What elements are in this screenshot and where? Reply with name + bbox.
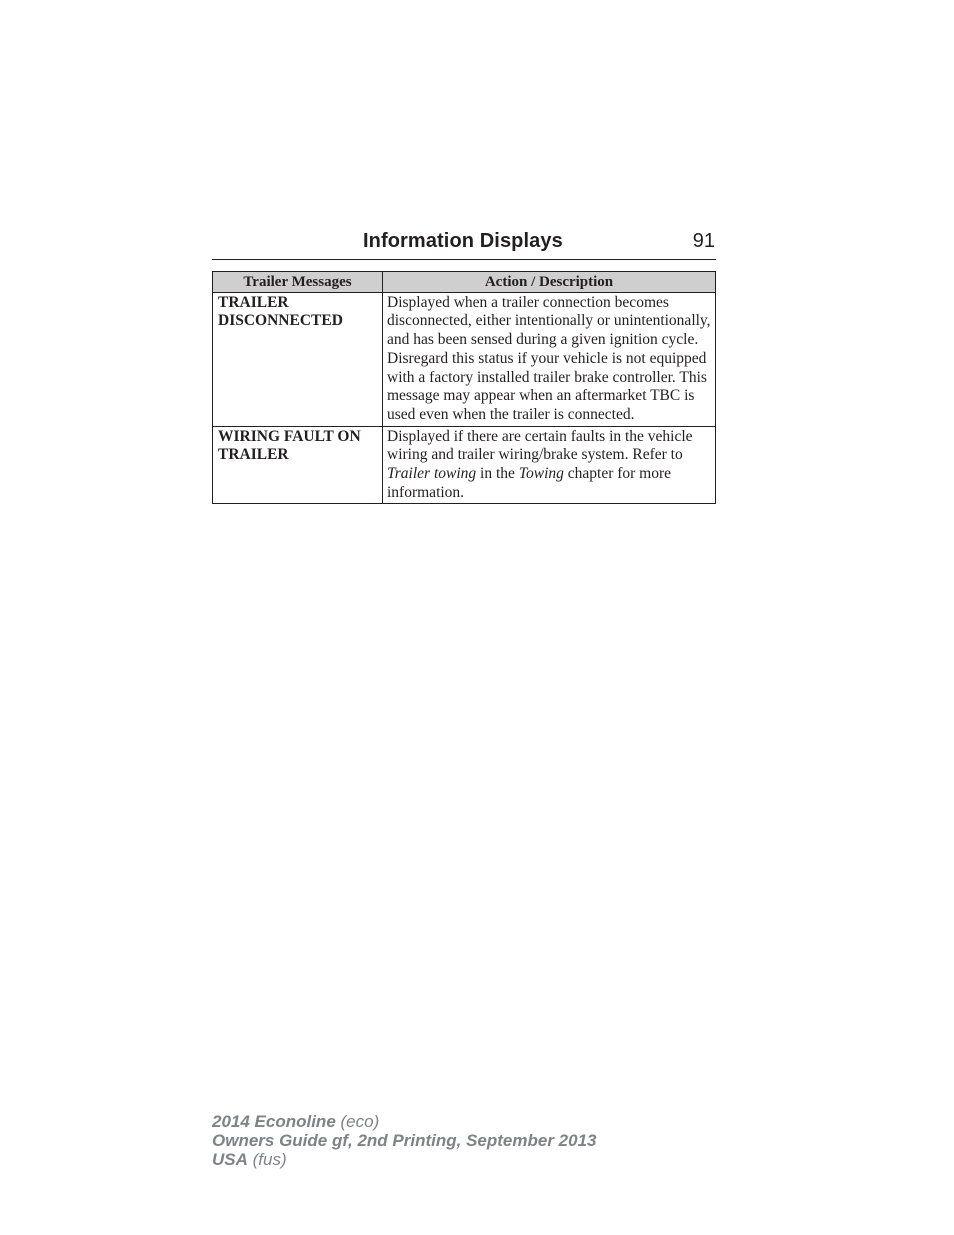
footer-line-model xyxy=(212,1112,596,1131)
description-cell: Displayed when a trailer connection becomes disconnected, either intentionally or unintentionally, and has been sensed during a given ignition cycle. Disregard this status if your vehicle is not equipped with a factory installed trailer brake controller. This message may appear when an aftermarket TBC is used even when the trailer is connected. xyxy=(383,292,716,426)
description-cell xyxy=(383,426,716,504)
footer-line-guide xyxy=(212,1131,596,1150)
message-line: WIRING FAULT ON xyxy=(218,427,361,445)
page-footer xyxy=(212,1112,596,1169)
table-row xyxy=(213,292,716,426)
message-line: TRAILER xyxy=(218,446,289,464)
page-header xyxy=(212,228,716,260)
table-header-row xyxy=(213,272,716,293)
guide-edition: Owners Guide gf, 2nd Printing, September 2013 xyxy=(212,1131,597,1150)
table-row xyxy=(213,426,716,504)
description-text: in the xyxy=(476,465,519,483)
footer-line-market xyxy=(212,1150,596,1169)
message-cell xyxy=(213,292,383,426)
message-cell xyxy=(213,426,383,504)
cross-reference-chapter: Towing xyxy=(518,465,564,483)
column-header-description: Action / Description xyxy=(383,272,716,293)
message-line: TRAILER xyxy=(218,293,289,311)
market-name: USA xyxy=(212,1150,248,1169)
message-line: DISCONNECTED xyxy=(218,312,343,330)
model-code: (eco) xyxy=(335,1112,380,1131)
section-title: Information Displays xyxy=(363,230,563,252)
column-header-messages: Trailer Messages xyxy=(213,272,383,293)
model-name: 2014 Econoline xyxy=(212,1112,336,1131)
trailer-messages-table xyxy=(212,271,716,504)
market-code: (fus) xyxy=(247,1150,287,1169)
page-number: 91 xyxy=(692,230,715,252)
description-text: chapter for more information. xyxy=(387,465,672,501)
cross-reference-topic: Trailer towing xyxy=(387,465,477,483)
description-text: Displayed if there are certain faults in the vehicle wiring and trailer wiring/brake system. Refer to xyxy=(387,427,693,464)
